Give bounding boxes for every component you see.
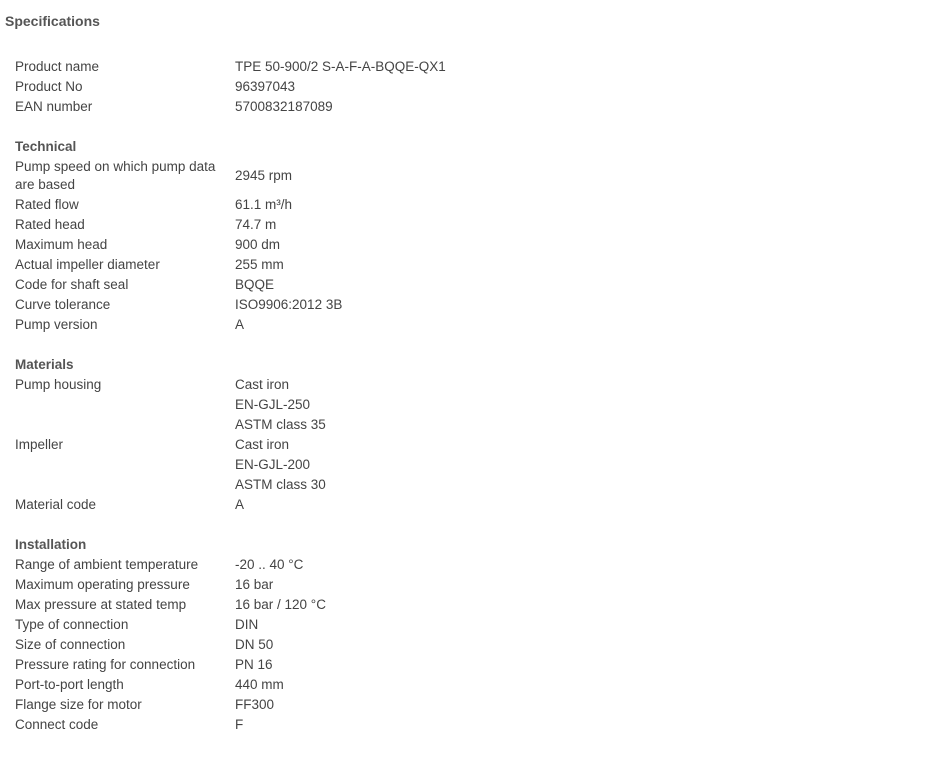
spec-row bbox=[15, 575, 274, 595]
spec-label: Impeller bbox=[15, 437, 64, 452]
spec-value: ASTM class 35 bbox=[235, 417, 326, 432]
spec-label: Pump version bbox=[15, 317, 98, 332]
spec-value: Cast iron bbox=[235, 377, 290, 392]
spec-value: DIN bbox=[235, 617, 259, 632]
section-heading-technical: Technical bbox=[15, 139, 77, 154]
spec-value: DN 50 bbox=[235, 637, 274, 652]
spec-row bbox=[15, 595, 326, 615]
spec-value-group bbox=[235, 57, 446, 77]
spec-value-group bbox=[235, 315, 244, 335]
spec-row bbox=[15, 675, 284, 695]
spec-label: Actual impeller diameter bbox=[15, 257, 160, 272]
spec-value-group bbox=[235, 575, 273, 595]
spec-label: Max pressure at stated temp bbox=[15, 597, 187, 612]
spec-value: Cast iron bbox=[235, 437, 290, 452]
spec-value: PN 16 bbox=[235, 657, 273, 672]
spec-value-group bbox=[235, 275, 274, 295]
spec-value-group bbox=[235, 695, 274, 715]
spec-row bbox=[15, 215, 277, 235]
spec-value-group bbox=[235, 77, 295, 97]
spec-value-group bbox=[235, 635, 273, 655]
spec-value: F bbox=[235, 717, 244, 732]
spec-label: Pump speed on which pump data are based bbox=[15, 159, 216, 192]
spec-row bbox=[15, 255, 284, 275]
spec-value-group bbox=[235, 715, 243, 735]
spec-value: ISO9906:2012 3B bbox=[235, 297, 343, 312]
spec-value: 900 dm bbox=[235, 237, 281, 252]
spec-label: Rated head bbox=[15, 217, 85, 232]
spec-value: 74.7 m bbox=[235, 217, 277, 232]
spec-value: 2945 rpm bbox=[235, 168, 293, 183]
spec-label: Rated flow bbox=[15, 197, 79, 212]
spec-row bbox=[15, 635, 274, 655]
spec-value-group bbox=[235, 555, 303, 575]
spec-value-group bbox=[235, 495, 244, 515]
spec-value-group bbox=[235, 195, 292, 215]
spec-value-group bbox=[235, 615, 258, 635]
spec-value: 440 mm bbox=[235, 677, 284, 692]
spec-label: Product No bbox=[15, 79, 83, 94]
spec-value-group bbox=[235, 435, 326, 495]
spec-value-group bbox=[235, 595, 326, 615]
spec-label: EAN number bbox=[15, 99, 93, 114]
spec-value: EN-GJL-250 bbox=[235, 397, 311, 412]
spec-value: 16 bar / 120 °C bbox=[235, 597, 326, 612]
spec-value: 5700832187089 bbox=[235, 99, 333, 114]
spec-label: Material code bbox=[15, 497, 97, 512]
spec-row bbox=[15, 315, 245, 335]
spec-value: 255 mm bbox=[235, 257, 284, 272]
spec-value-group bbox=[235, 675, 284, 695]
spec-row bbox=[15, 715, 244, 735]
section-technical bbox=[15, 137, 343, 335]
spec-label: Range of ambient temperature bbox=[15, 557, 199, 572]
spec-value: FF300 bbox=[235, 697, 275, 712]
spec-row bbox=[15, 157, 293, 195]
spec-row bbox=[15, 375, 326, 435]
spec-row bbox=[15, 615, 259, 635]
spec-row bbox=[15, 435, 326, 495]
spec-label: Maximum head bbox=[15, 237, 108, 252]
spec-label: Port-to-port length bbox=[15, 677, 124, 692]
section-installation bbox=[15, 535, 326, 735]
spec-value: BQQE bbox=[235, 277, 275, 292]
spec-label: Pressure rating for connection bbox=[15, 657, 196, 672]
spec-value-group bbox=[235, 97, 333, 117]
spec-value-group bbox=[235, 295, 342, 315]
spec-row bbox=[15, 295, 343, 315]
spec-value-group bbox=[235, 166, 292, 186]
section-heading-materials: Materials bbox=[15, 357, 74, 372]
spec-value-group bbox=[235, 655, 273, 675]
spec-value: A bbox=[235, 497, 245, 512]
spec-label: Size of connection bbox=[15, 637, 126, 652]
spec-label: Code for shaft seal bbox=[15, 277, 129, 292]
spec-label: Maximum operating pressure bbox=[15, 577, 190, 592]
spec-value-group bbox=[235, 255, 284, 275]
section-materials bbox=[15, 355, 326, 515]
page-title: Specifications bbox=[5, 13, 100, 29]
spec-value: ASTM class 30 bbox=[235, 477, 326, 492]
spec-value-group bbox=[235, 375, 326, 435]
spec-row bbox=[15, 655, 273, 675]
spec-row bbox=[15, 275, 275, 295]
spec-value: 61.1 m³/h bbox=[235, 197, 293, 212]
spec-value: TPE 50-900/2 S-A-F-A-BQQE-QX1 bbox=[235, 59, 446, 74]
spec-value: EN-GJL-200 bbox=[235, 457, 311, 472]
spec-row bbox=[15, 235, 281, 255]
spec-value: 16 bar bbox=[235, 577, 274, 592]
spec-row bbox=[15, 195, 293, 215]
spec-label: Product name bbox=[15, 59, 100, 74]
spec-value-group bbox=[235, 215, 276, 235]
spec-value: -20 .. 40 °C bbox=[235, 557, 304, 572]
spec-label: Pump housing bbox=[15, 377, 102, 392]
spec-value: 96397043 bbox=[235, 79, 296, 94]
spec-row bbox=[15, 695, 275, 715]
spec-row bbox=[15, 495, 245, 515]
spec-label: Connect code bbox=[15, 717, 99, 732]
spec-label: Curve tolerance bbox=[15, 297, 111, 312]
spec-label: Flange size for motor bbox=[15, 697, 142, 712]
spec-value: A bbox=[235, 317, 245, 332]
section-heading-installation: Installation bbox=[15, 537, 87, 552]
spec-value-group bbox=[235, 235, 280, 255]
spec-label: Type of connection bbox=[15, 617, 129, 632]
spec-row bbox=[15, 555, 304, 575]
